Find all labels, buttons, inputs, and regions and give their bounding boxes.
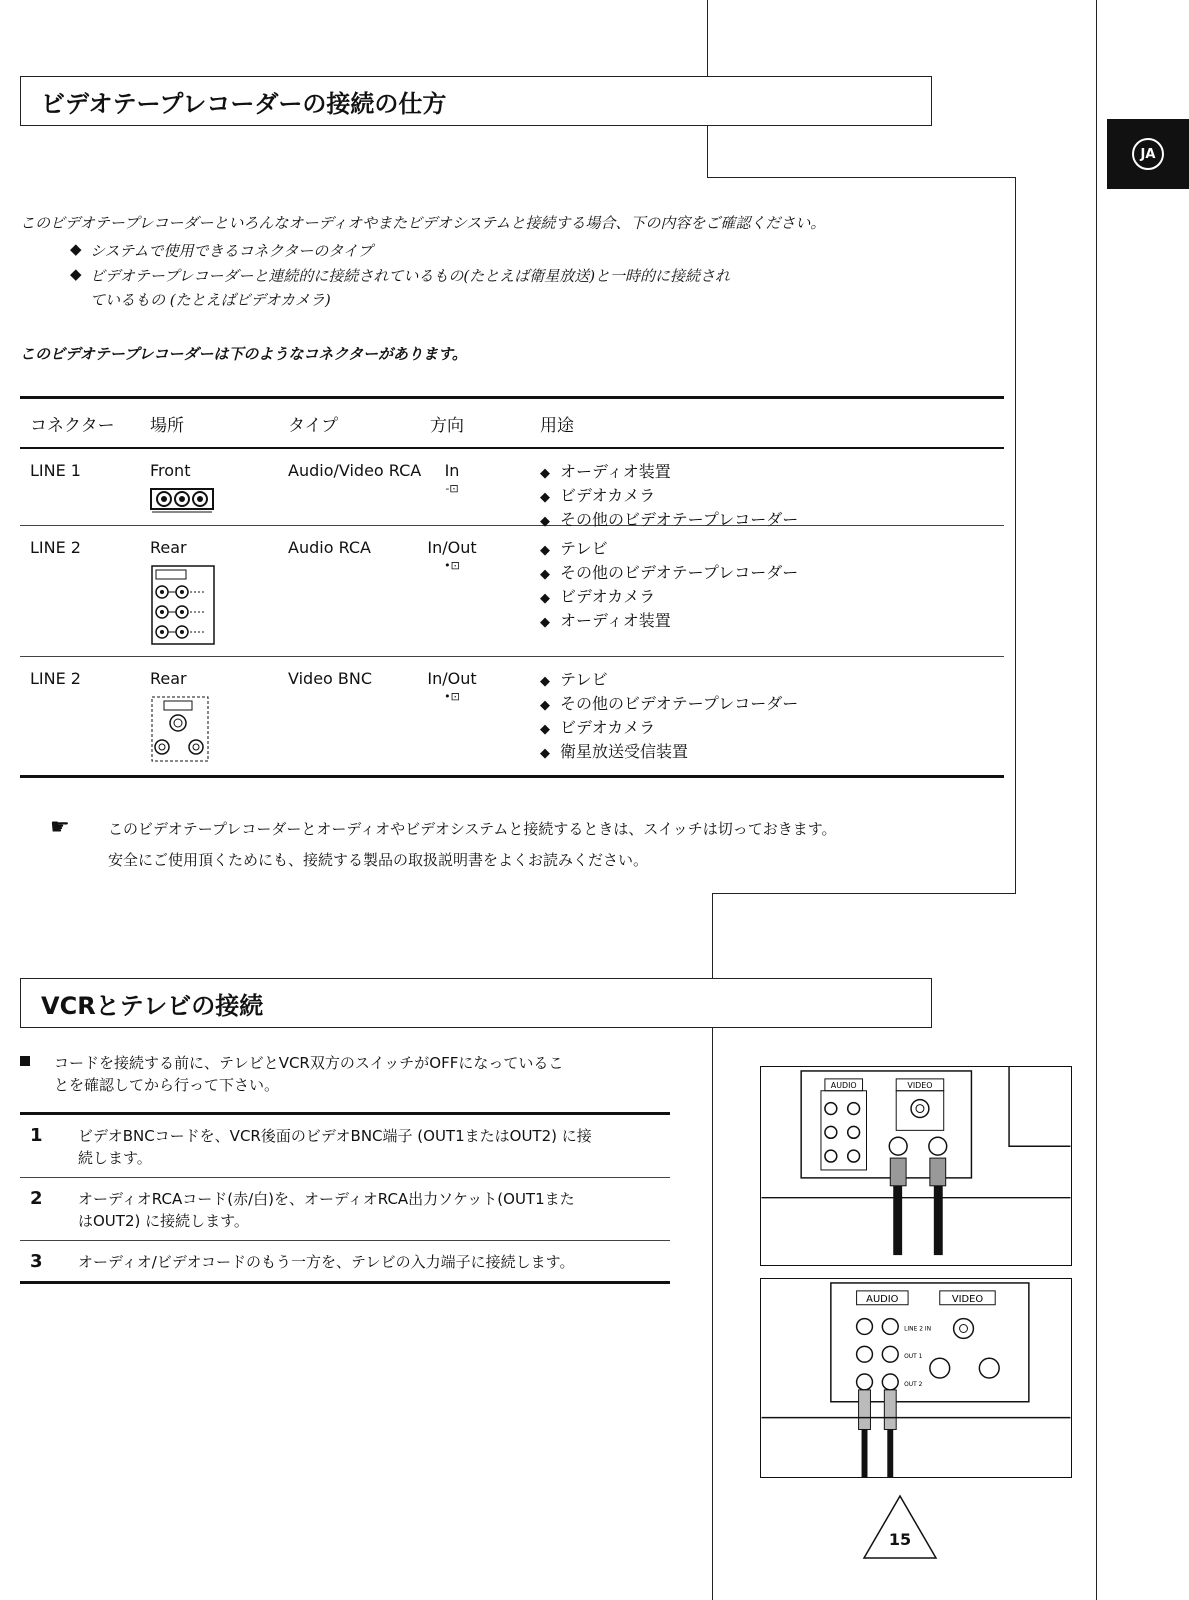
connector-table	[20, 396, 1004, 778]
cell-type: Audio RCA	[288, 538, 371, 557]
step-number: 2	[30, 1188, 43, 1209]
rca-connection-diagram	[760, 1278, 1072, 1478]
frame-line	[707, 177, 1016, 178]
out2-label: OUT 2	[904, 1380, 923, 1388]
connection-steps	[20, 1052, 670, 1284]
language-tab	[1107, 119, 1189, 189]
step-item: 1 ビデオBNCコードを、VCR後面のビデオBNC端子 (OUT1またはOUT2) に接 続します。	[30, 1125, 592, 1167]
header-place: 場所	[150, 416, 184, 436]
note-line: 安全にご使用頂くためにも、接続する製品の取扱説明書をよくお読みください。	[108, 851, 649, 869]
front-jacks-image	[150, 485, 214, 515]
language-label: JA	[1132, 138, 1164, 170]
step-item: 3 オーディオ/ビデオコードのもう一方を、テレビの入力端子に接続します。	[30, 1251, 575, 1272]
page-number	[862, 1494, 938, 1560]
cell-direction: In/Out •⊡	[420, 538, 484, 572]
table-rule	[20, 775, 1004, 778]
steps-rule	[20, 1281, 670, 1284]
page-number-text: 15	[888, 1530, 912, 1549]
header-direction: 方向	[430, 416, 464, 436]
header-use: 用途	[540, 416, 574, 436]
cell-connector: LINE 1	[30, 461, 81, 480]
table-row	[20, 449, 1004, 529]
cell-uses: ◆ テレビ ◆ その他のビデオテープレコーダー ◆ ビデオカメラ ◆ オーディオ装置	[540, 538, 798, 634]
cell-connector: LINE 2	[30, 669, 81, 688]
pointing-hand-icon: ☛	[50, 815, 70, 840]
cell-uses: ◆ オーディオ装置 ◆ ビデオカメラ ◆ その他のビデオテープレコーダー	[540, 461, 798, 533]
audio-label: AUDIO	[830, 1080, 857, 1090]
table-header	[20, 399, 1004, 447]
step-number: 1	[30, 1125, 43, 1146]
table-intro: このビデオテープレコーダーは下のようなコネクターがあります。	[20, 345, 467, 363]
section-title: ビデオテープレコーダーの接続の仕方	[20, 76, 932, 126]
cell-place: Rear	[150, 669, 187, 688]
input-output-icon: •⊡	[444, 559, 460, 572]
cell-place: Front	[150, 461, 191, 480]
input-output-icon: •⊡	[444, 690, 460, 703]
table-row	[20, 526, 1004, 656]
bnc-connection-diagram	[760, 1066, 1072, 1266]
table-row	[20, 657, 1004, 775]
header-connector: コネクター	[30, 416, 115, 436]
intro-bullet: ◆ ビデオテープレコーダーと連続的に接続されているもの(たとえば衛星放送)と一時的に接続され	[70, 265, 731, 285]
cell-place: Rear	[150, 538, 187, 557]
cell-type: Video BNC	[288, 669, 373, 688]
intro-bullet: ◆ システムで使用できるコネクターのタイプ	[70, 240, 373, 260]
frame-line	[1015, 177, 1016, 894]
rear-audio-jacks-image	[150, 564, 220, 648]
video-label: VIDEO	[951, 1293, 984, 1305]
frame-line	[712, 893, 1016, 894]
step-item: 2 オーディオRCAコード(赤/白)を、オーディオRCA出力ソケット(OUT1また はOUT2) に接続します。	[30, 1188, 575, 1230]
note-line: このビデオテープレコーダーとオーディオやビデオシステムと接続するときは、スイッチは切っておきます。	[108, 820, 837, 838]
cell-type: Audio/Video RCA	[288, 461, 422, 480]
section-title: VCRとテレビの接続	[20, 978, 932, 1028]
header-type: タイプ	[288, 416, 339, 436]
square-bullet-icon	[20, 1056, 30, 1066]
input-icon: -⊡	[445, 482, 459, 495]
line2in-label: LINE 2 IN	[904, 1325, 932, 1333]
cell-uses: ◆ テレビ ◆ その他のビデオテープレコーダー ◆ ビデオカメラ ◆ 衛星放送受信装置	[540, 669, 798, 765]
frame-line	[1096, 0, 1097, 1600]
precaution: コードを接続する前に、テレビとVCR双方のスイッチがOFFになっているこ とを確認してから行って下さい。	[20, 1052, 670, 1096]
intro-text: このビデオテープレコーダーといろんなオーディオやまたビデオシステムと接続する場合、下の内容をご確認ください。	[20, 214, 826, 232]
cell-direction: In/Out •⊡	[420, 669, 484, 703]
cell-direction: In -⊡	[420, 461, 484, 495]
video-label: VIDEO	[907, 1080, 933, 1090]
out1-label: OUT 1	[904, 1353, 923, 1361]
audio-label: AUDIO	[866, 1293, 899, 1305]
rear-video-jacks-image	[150, 695, 210, 765]
triangle-icon	[862, 1494, 938, 1560]
cell-connector: LINE 2	[30, 538, 81, 557]
step-number: 3	[30, 1251, 43, 1272]
intro-bullet-continued: ているもの (たとえばビデオカメラ)	[90, 291, 331, 309]
